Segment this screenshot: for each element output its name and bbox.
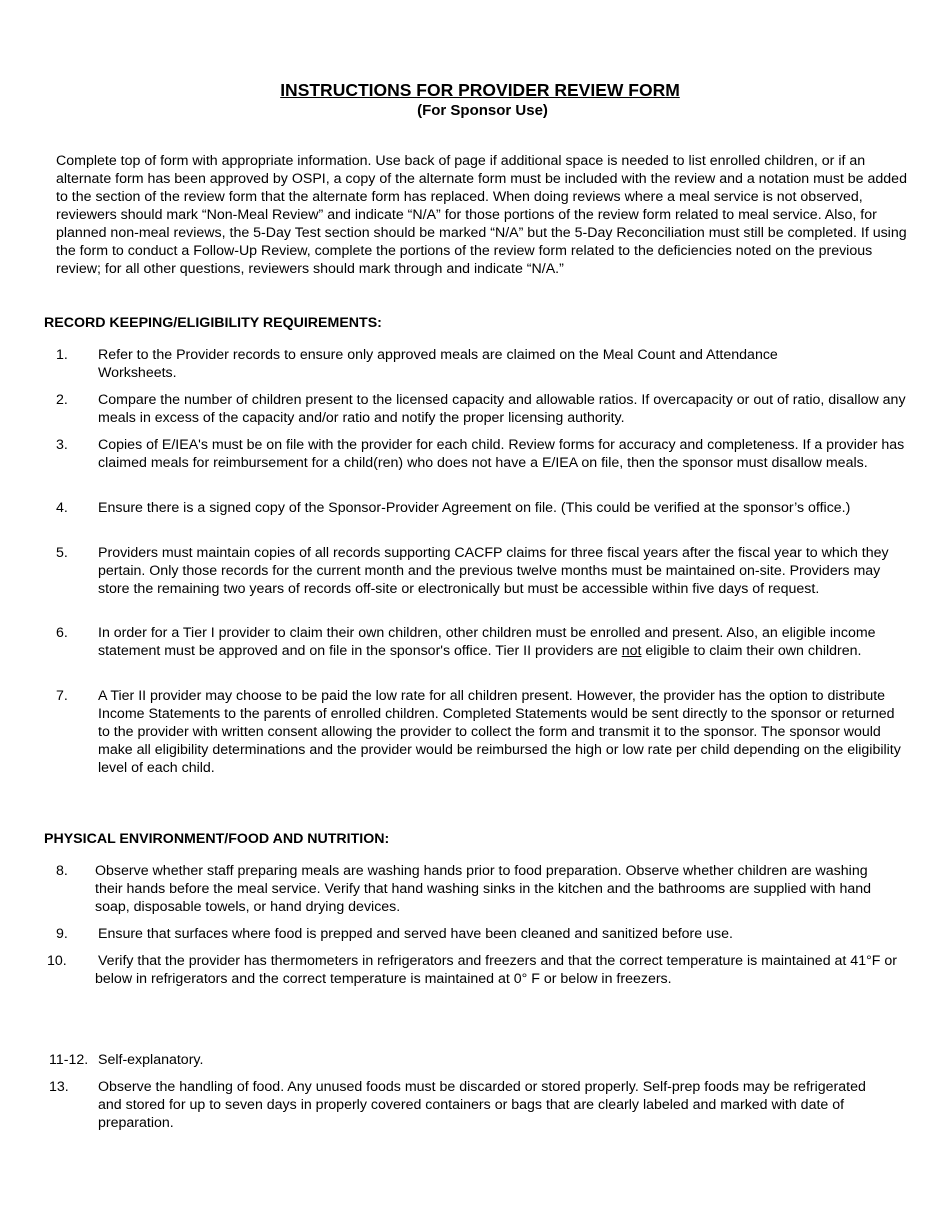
item-number: 5.	[56, 545, 68, 561]
item-number: 11-12.	[49, 1052, 89, 1068]
item-number: 10.	[47, 953, 67, 969]
section-heading-record-keeping: RECORD KEEPING/ELIGIBILITY REQUIREMENTS:	[44, 315, 382, 331]
item-text: A Tier II provider may choose to be paid the low rate for all children present. However, the provider has the option to distribute Income Statements to the parents of enrolled children. Completed Statements would be sent directly to the sponsor or returned to the provider with written consent allowing the provider to collect the form and transmit it to the sponsor. The sponsor would make all eligibility determinations and the provider would be reimbursed the high or low rate per child depending on the eligibility level of each child.	[98, 688, 901, 776]
item-number: 9.	[56, 926, 68, 942]
intro-paragraph: Complete top of form with appropriate information. Use back of page if additional space is needed to list enrolled children, or if an alternate form has been approved by OSPI, a copy of the alternate form must be included with the review and a notation must be added to the section of the review form that the alternate form has replaced. When doing reviews where a meal service is not observed, reviewers should mark “Non-Meal Review” and indicate “N/A” for those portions of the review form related to meal service. Also, for planned non-meal reviews, the 5-Day Test section should be marked “N/A” but the 5-Day Reconciliation must still be completed. If using the form to conduct a Follow-Up Review, complete the portions of the review form related to the deficiencies noted on the previous review; for all other questions, reviewers should mark through and indicate “N/A.”	[56, 153, 907, 277]
page-title: INSTRUCTIONS FOR PROVIDER REVIEW FORM	[280, 80, 680, 100]
item-number: 4.	[56, 500, 68, 516]
item-text: Copies of E/IEA's must be on file with the provider for each child. Review forms for accuracy and completeness. If a provider has claimed meals for reimbursement for a child(ren) who does not have a E/IEA on file, then the sponsor must disallow meals.	[98, 437, 905, 471]
item-text: Self-explanatory.	[98, 1052, 204, 1068]
item-text: Ensure that surfaces where food is prepped and served have been cleaned and sanitized before use.	[98, 926, 733, 942]
page-subtitle: (For Sponsor Use)	[417, 102, 548, 119]
item-text: Observe whether staff preparing meals are washing hands prior to food preparation. Observe whether children are washing their hands before the meal service. Verify that hand washing sinks in the kitchen and the bathrooms are supplied with hand soap, disposable towels, or hand drying devices.	[95, 863, 872, 915]
item-number: 2.	[56, 392, 68, 408]
item-text: Providers must maintain copies of all records supporting CACFP claims for three fiscal years after the fiscal year to which they pertain. Only those records for the current month and the previous twelve months must be maintained on-site. Providers may store the remaining two years of records off-site or electronically but must be accessible within five days of request.	[98, 545, 889, 597]
item-text: In order for a Tier I provider to claim their own children, other children must be enrolled and present. Also, an eligible income statement must be approved and on file in the sponsor's office. Tier II providers are not eligible to claim their own children.	[98, 625, 876, 659]
item-text: Refer to the Provider records to ensure only approved meals are claimed on the Meal Count and Attendance Worksheets.	[98, 347, 778, 381]
item-number: 8.	[56, 863, 68, 879]
item-text: Verify that the provider has thermometers in refrigerators and freezers and that the correct temperature is maintained at 41°F or below in refrigerators and the correct temperature is maintained at 0° F or below in freezers.	[95, 953, 897, 987]
item-number: 3.	[56, 437, 68, 453]
item-number: 13.	[49, 1079, 69, 1095]
section-heading-physical-environment: PHYSICAL ENVIRONMENT/FOOD AND NUTRITION:	[44, 831, 390, 847]
emphasis-not: not	[621, 643, 642, 659]
item-number: 6.	[56, 625, 68, 641]
item-text: Compare the number of children present to the licensed capacity and allowable ratios. If overcapacity or out of ratio, disallow any meals in excess of the capacity and/or ratio and notify the proper licensing authority.	[98, 392, 906, 426]
item-text: Observe the handling of food. Any unused foods must be discarded or stored properly. Self-prep foods may be refrigerated and stored for up to seven days in properly covered containers or bags that are clearly labeled and marked with date of preparation.	[98, 1079, 866, 1131]
item-number: 1.	[56, 347, 68, 363]
item-number: 7.	[56, 688, 68, 704]
item-text: Ensure there is a signed copy of the Sponsor-Provider Agreement on file. (This could be verified at the sponsor’s office.)	[98, 500, 851, 516]
